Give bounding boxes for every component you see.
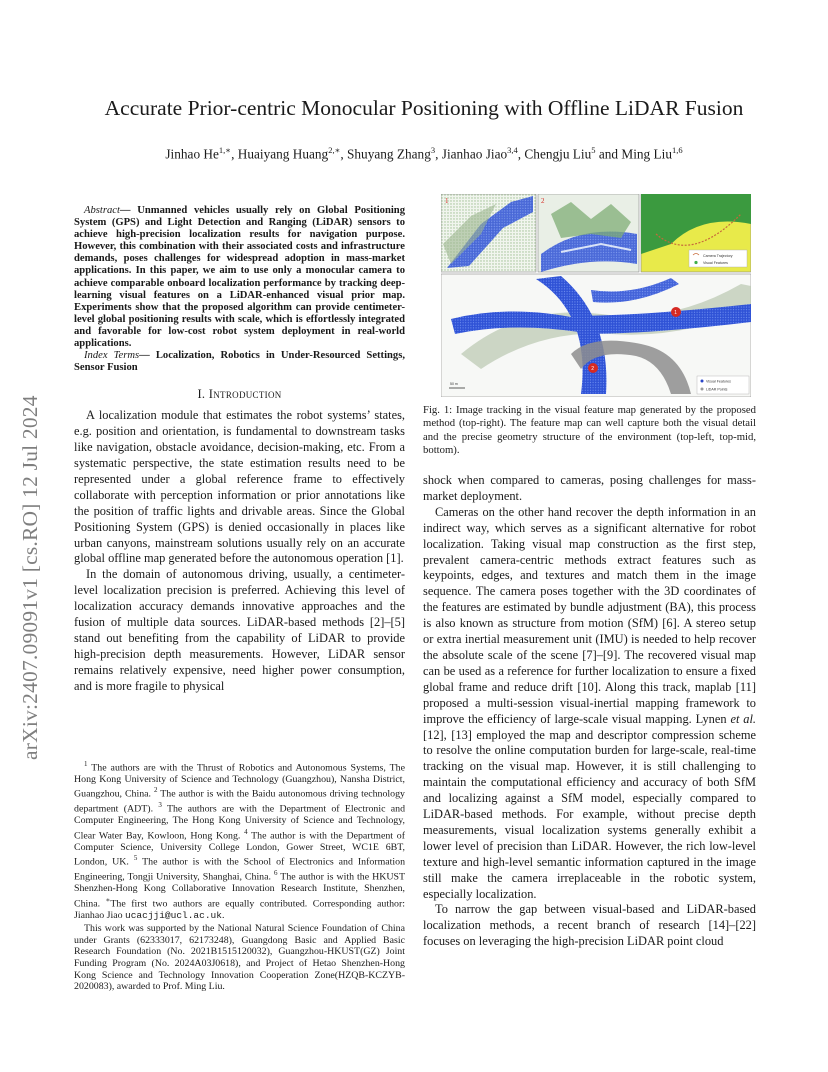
footnotes [74,759,405,993]
footnote-mark: 3 [158,801,162,810]
abstract-dash: — [119,205,138,216]
panel-label-2: 2 [541,197,545,205]
footnote-text: The author is with the HKUST Shenzhen-Hong Kong Collaborative Innovation Research Institute, Shenzhen, China. [74,871,405,910]
footnote-mark: 6 [273,869,278,878]
author-affiliation: 5 [591,145,596,155]
author-affiliation: 1,∗ [218,145,232,155]
author-name: Chengju Liu [524,146,592,162]
footnote-mark: 5 [133,854,138,863]
paragraph-part: Cameras on the other hand recover the depth information in an indirect way, which serves as a significant alternative for robot localization. Taking visual map construction as the first step, prevalent camera-centric methods extract features such as keypoints, edges, and textures and match them in the image sequence. The camera poses together with the 3D coordinates of the features are estimated by bundle adjustment (BA), this process is also known as structure from motion (SfM) [6]. A stereo setup or extra inertial measurement unit (IMU) is needed to help recover the absolute scale of the scene [7]–[9]. The recovered visual map can be used as a reference for further localization to ensure a fixed global frame and reduce drift [10]. Along this track, maplab [11] proposed a multi-session visual-inertial mapping framework to improve the efficiency of large-scale visual mapping. Lynen [423,504,756,726]
legend-visual-features-icon [701,380,704,383]
panel-top-mid [538,194,639,272]
footnote-mark: 2 [153,786,158,795]
marker-2-label: 2 [591,366,595,372]
footnote-text: The first two authors are equally contributed. Corresponding author: Jianhao Jiao [74,898,405,921]
arxiv-identifier [18,395,58,800]
introduction-right-text [423,473,756,950]
index-terms-dash: — [139,350,156,362]
paragraph: shock when compared to cameras, posing challenges for mass-market deployment. [423,473,756,503]
visual-feature-icon [694,261,697,264]
panel-top-right [641,194,751,272]
footnote-text: The authors are with the Thrust of Robotics and Autonomous Systems, The Hong Kong University of Science and Technology (Guangzhou), Nansha District, Guangzhou, China. [74,762,405,800]
paragraph: To narrow the gap between visual-based and LiDAR-based localization methods, a recent branch of research [14]–[22] focuses on leveraging the high-precision LiDAR point cloud [423,902,756,949]
figure-1-caption: Fig. 1: Image tracking in the visual feature map generated by the proposed method (top-right). The feature map can well capture both the visual detail and the precise geometry structure of the environment (top-left, top-mid, bottom). [423,404,756,456]
abstract-label: Abstract [84,205,120,216]
panel-bottom [441,274,751,397]
footnote-text: . [221,909,225,921]
author-name: Huaiyang Huang [237,146,329,162]
legend-visual-features-bottom: Visual Features [706,379,731,384]
footnote-mark: 4 [244,827,248,836]
funding-footnote: This work was supported by the National Natural Science Foundation of China under Grants (62333017, 62173248), Guangdong Basic and Applied Basic Research Foundation (No. 2021B1515120032), Guangzhou-HKUST(GZ) Joint Funding Program (No. 2024A03J0618), and Project of Hetao Shenzhen-Hong Kong Science and Technology Innovation Cooperation Zone(HZQB-KCZYB-2020083), awarded to Prof. Ming Liu. [74,923,405,993]
author-name: Jinhao He [165,146,219,162]
legend-lidar-points: LiDAR Points [706,387,728,392]
corresponding-email[interactable]: ucacjji@ucl.ac.uk [125,909,222,921]
figure-1-image [441,194,751,397]
affiliation-footnote [74,759,405,921]
section-title: Introduction [208,387,282,402]
panel-top-left [441,194,536,272]
paragraph-italic: et al. [730,711,756,726]
legend-lidar-points-icon [701,388,704,391]
index-terms-label: Index Terms [84,350,140,362]
index-terms-text: Localization, Robotics in Under-Resourced Settings, Sensor Fusion [74,350,405,374]
paper-title: Accurate Prior-centric Monocular Positioning with Offline LiDAR Fusion [104,96,744,120]
author-separator: , [435,146,442,162]
author-affiliation: 3 [430,145,436,155]
footnote-mark: 1 [84,760,88,768]
author-affiliation: 3,4 [507,145,518,155]
paragraph-part: [12], [13] employed the map and descriptor compression scheme to resolve the online computation burden for large-scale, real-time tracking on the visual map. However, it is still challenging to maintain the computational efficiency and accuracy of both SfM and localizing against a SfM model, especially compared to LiDAR-based methods. For example, without precise depth measurements, visual localization systems generally exhibit a lower level of precision than LiDAR. However, the rich low-level texture and high-level semantic information captured in the image still make the camera irreplaceable in the robotic system, especially localization. [423,727,756,901]
author-affiliation: 1,6 [672,145,683,155]
author-separator: , [231,146,238,162]
arxiv-identifier-text: arXiv:2407.09091v1 [cs.RO] 12 Jul 2024 [18,395,42,760]
footnote-text: The author is with the School of Electronics and Information Engineering, Tongji University, Shanghai, China. [74,856,406,883]
author-list [60,145,788,162]
introduction-left-text [74,408,405,694]
paragraph [423,505,756,903]
section-numeral: I. [197,387,206,402]
footnote-text: The author is with the Baidu autonomous driving technology department (ADT). [74,788,405,815]
footnote-text: The author is with the Department of Computer Science, University College London, Gower Street, WC1E 6BT, London, UK. [74,830,405,868]
paragraph: In the domain of autonomous driving, usually, a centimeter-level localization precision is preferred. Achieving this level of localization accuracy demands innovative approaches and the fusion of multiple data sources. LiDAR-based methods [2]–[5] stand out benefiting from the capability of LiDAR to provide high-precision depth measurements. However, LiDAR sensor remains relatively expensive, need higher power consumption, and is more fragile to physical [74,567,405,693]
footnote-text: The authors are with the Department of Electronic and Computer Engineering, The Hong Kong University of Science and Technology, Clear Water Bay, Kowloon, Hong Kong. [74,803,406,842]
author-name: Shuyang Zhang [347,146,431,162]
panel-label-1: 1 [445,197,449,205]
marker-1-label: 1 [674,310,678,316]
abstract [74,205,405,374]
author-separator: , [517,146,525,162]
author-separator: and [595,146,622,162]
abstract-text: Unmanned vehicles usually rely on Global Positioning System (GPS) and Light Detection and Ranging (LiDAR) sensors to achieve high-precision localization results for navigation purpose. However, this combination with their associated costs and infrastructure demands, poses challenges for widespread adoption in mass-market applications. In this paper, we aim to use only a monocular camera to achieve comparable onboard localization performance by tracking deep-learning visual features on a LiDAR-enhanced visual prior map. Experiments show that the proposed algorithm can provide centimeter-level global positioning results with scale, which is effortlessly integrated and favorable for low-cost robot system deployment in real-world applications. [74,205,405,350]
author-separator: , [340,146,348,162]
author-name: Ming Liu [621,146,672,162]
section-heading-introduction [74,387,405,402]
footnote-mark: ∗ [105,895,111,904]
scale-label: 50 m [450,382,458,386]
left-column [74,205,405,695]
legend-visual-features-top: Visual Features [703,261,728,265]
author-affiliation: 2,∗ [328,145,341,155]
legend-camera-trajectory: Camera Trajectory [703,254,733,258]
paragraph: A localization module that estimates the robot systems’ states, e.g. position and orientation, is fundamental to downstream tasks like navigation, obstacle avoidance, decision-making, etc. From a systematic perspective, the state estimation results need to be represented under a global reference frame to effectively collaborate with perception information or prior annotations like the position of traffic lights and drivable areas. Since the Global Positioning System (GPS) is denied occasionally in places like urban canyons, mainstream solutions usually rely on an accurate global offline map generated before the autonomous operation [1]. [74,408,405,566]
author-name: Jianhao Jiao [441,146,508,162]
figure-1 [441,194,751,397]
